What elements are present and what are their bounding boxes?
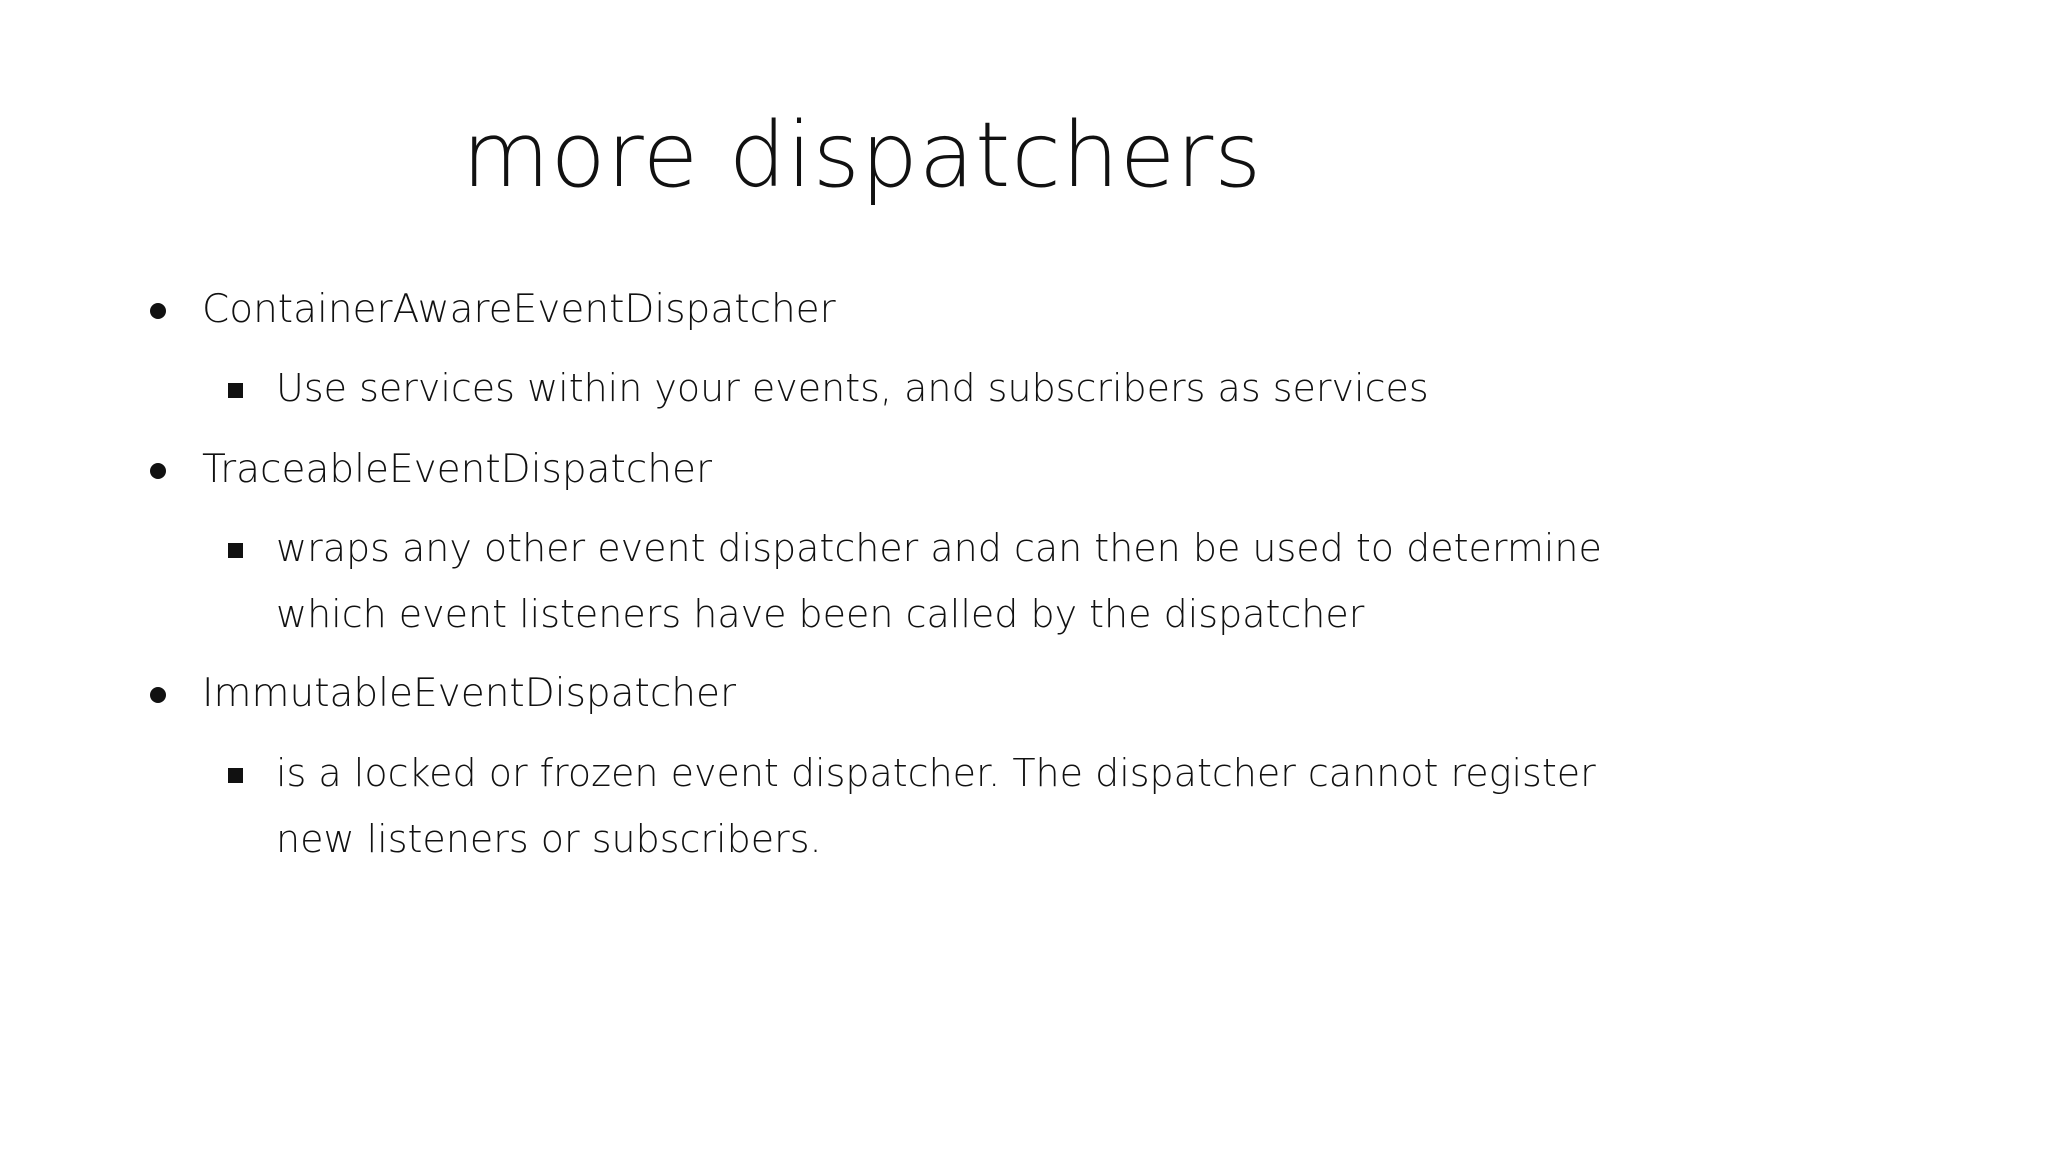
sub-bullet-line: is a locked or frozen event dispatcher. The dispatcher cannot register [276,751,1596,795]
bullet-text: ImmutableEventDispatcher [202,671,737,716]
bullet-dot-icon [150,687,166,703]
bullet-square-icon [228,543,243,558]
bullet-item [150,664,736,724]
slide-title: more dispatchers [462,103,1263,208]
bullet-dot-icon [150,463,166,479]
bullet-item [150,280,836,340]
sub-bullet-line: Use services within your events, and subscribers as services [276,366,1429,410]
sub-bullet-line: which event listeners have been called by the dispatcher [276,592,1365,636]
sub-bullet-item [228,740,1596,872]
bullet-text: ContainerAwareEventDispatcher [202,287,836,332]
sub-bullet-line: wraps any other event dispatcher and can then be used to determine [276,526,1602,570]
bullet-square-icon [228,383,243,398]
bullet-square-icon [228,768,243,783]
bullet-text: TraceableEventDispatcher [202,447,712,492]
sub-bullet-item [228,355,1429,421]
bullet-dot-icon [150,303,166,319]
bullet-item [150,440,712,500]
sub-bullet-line: new listeners or subscribers. [276,817,822,861]
sub-bullet-item [228,515,1602,647]
